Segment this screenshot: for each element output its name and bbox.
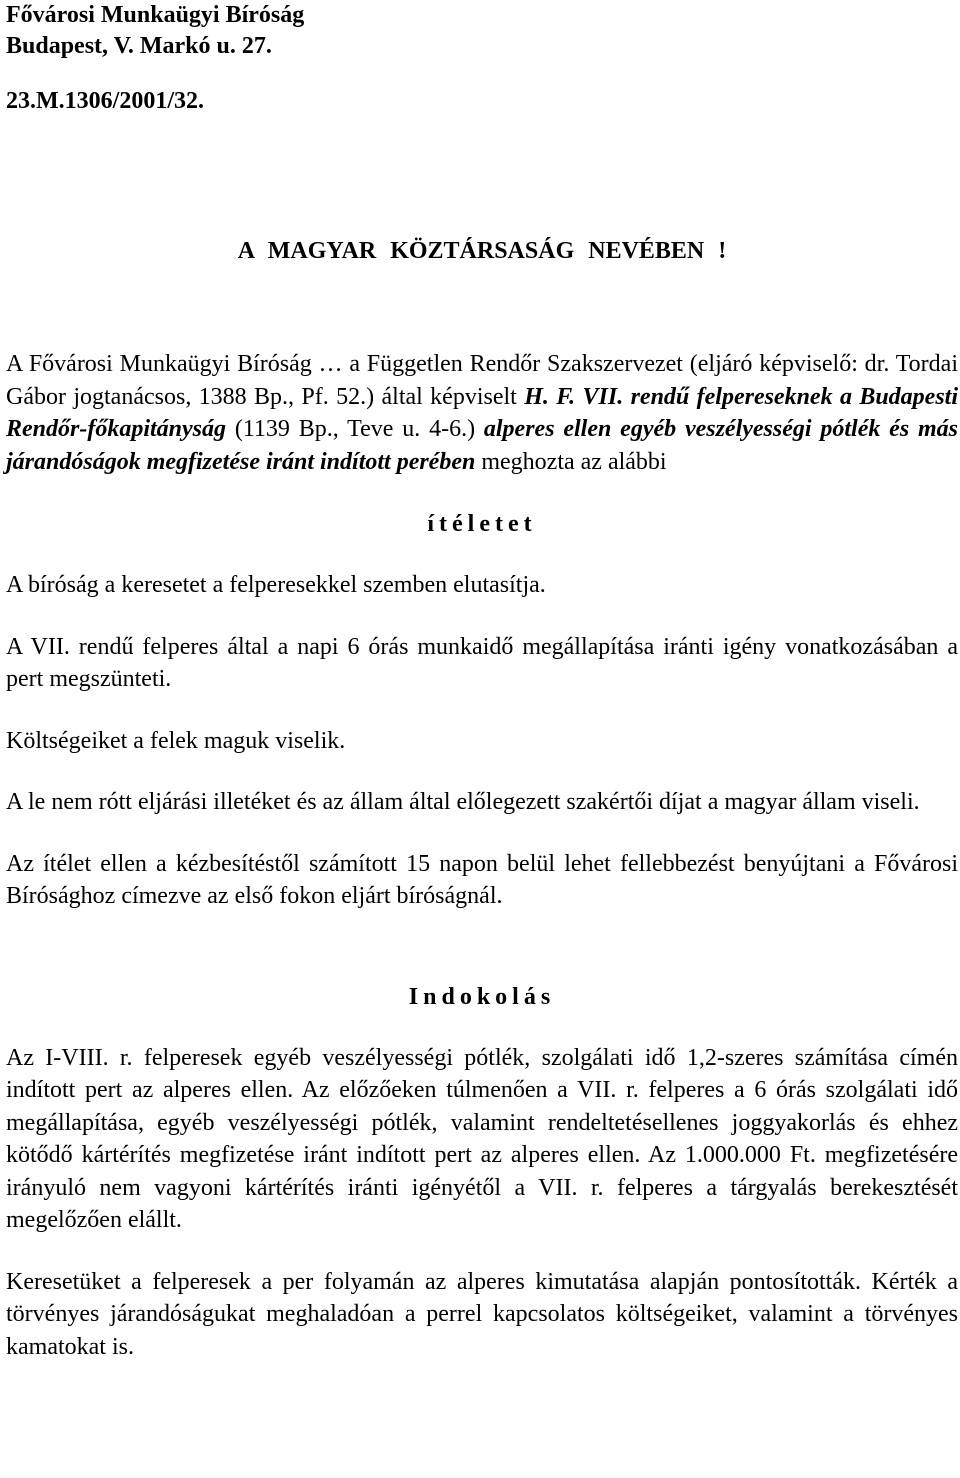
court-name: Fővárosi Munkaügyi Bíróság — [6, 2, 305, 28]
reasons-paragraph: Az I-VIII. r. felperesek egyéb veszélyességi pótlék, szolgálati idő 1,2-szeres számítása címén indított pert az alperes ellen. Az előzőeken túlmenően a VII. r. felperes a 6 órás szolgálati idő megállapítása, egyéb veszélyességi pótlék, valamint rendeltetésellenes joggyakorlás és ehhez kötődő kártérítés megfizetése iránt indított pert az alperes ellen. Az 1.000.000 Ft. megfizetésére irányuló nem vagyoni kártérítés iránti igényétől a VII. r. felperes a tárgyalás berekesztését megelőzően elállt. — [6, 1044, 958, 1233]
case-number: 23.M.1306/2001/32. — [6, 88, 204, 114]
verdict-paragraph: Az ítélet ellen a kézbesítéstől számított 15 napon belül lehet fellebbezést benyújtani a Fővárosi Bírósághoz címezve az első fokon eljárt bíróságnál. — [6, 850, 958, 909]
verdict-paragraph: A VII. rendű felperes által a napi 6 órás munkaidő megállapítása iránti igény vonatkozásában a pert megszünteti. — [6, 633, 958, 692]
verdict-paragraph: A le nem rótt eljárási illetéket és az állam által előlegezett szakértői díjat a magyar állam viseli. — [6, 789, 920, 815]
court-address: Budapest, V. Markó u. 27. — [6, 33, 272, 59]
intro-plaintiffs: H. F. VII. rendű felpereseknek a Budapesti Rendőr-főkapitányság — [6, 383, 959, 442]
document-title: A MAGYAR KÖZTÁRSASÁG NEVÉBEN ! — [237, 238, 727, 264]
intro-paragraph — [6, 348, 958, 478]
reasons-heading: Indokolás — [408, 983, 556, 1010]
intro-text-3: meghozta az alábbi — [475, 448, 667, 475]
verdict-heading: ítéletet — [427, 511, 537, 537]
reasons-paragraph: Keresetüket a felperesek a per folyamán az alperes kimutatása alapján pontosították. Kérték a törvényes járandóságukat meghaladóan a perrel kapcsolatos költségeiket, valamint a törvényes kamatokat is. — [6, 1268, 958, 1360]
document-header — [6, 0, 958, 117]
verdict-paragraph: A bíróság a keresetet a felperesekkel szemben elutasítja. — [6, 572, 546, 598]
intro-text-1: A Fővárosi Munkaügyi Bíróság … a Független Rendőr Szakszervezet (eljáró képviselő: dr. Tordai Gábor jogtanácsos, 1388 Bp., Pf. 52.) által képviselt — [6, 351, 958, 410]
intro-defendant-claim: alperes ellen egyéb veszélyességi pótlék és más járandóságok megfizetése iránt indított perében — [6, 416, 959, 475]
intro-text-2: (1139 Bp., Teve u. 4-6.) — [226, 416, 484, 442]
document-page — [6, 0, 958, 1363]
verdict-paragraph: Költségeiket a felek maguk viselik. — [6, 727, 346, 754]
